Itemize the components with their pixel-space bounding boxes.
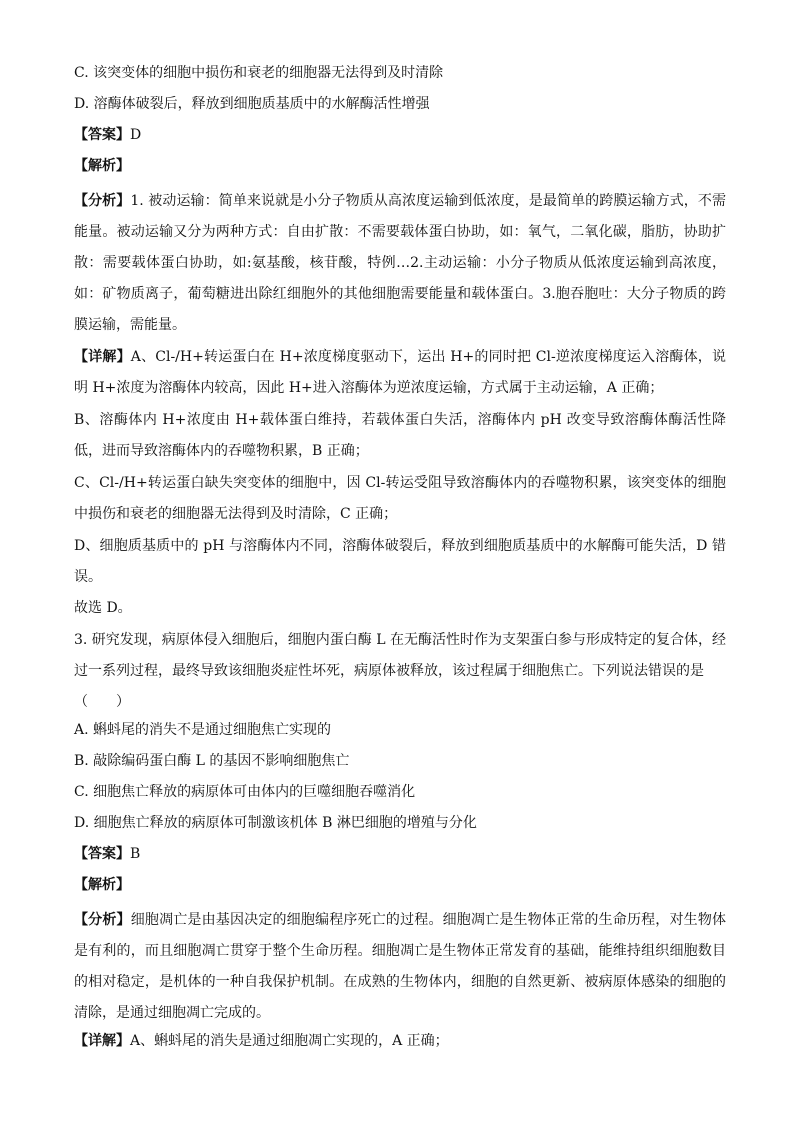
q2-xiangjie-b: B、溶酶体内 H+浓度由 H+载体蛋白维持，若载体蛋白失活，溶酶体内 pH 改变导致溶酶体酶活性降低，进而导致溶酶体内的吞噬物积累，B 正确； bbox=[74, 412, 726, 459]
q3-stem bbox=[74, 625, 726, 718]
document-page bbox=[74, 62, 726, 1061]
answer-value: B bbox=[130, 846, 141, 862]
q3-xiangjie-a bbox=[74, 1030, 726, 1052]
q3-option-d: D. 细胞焦亡释放的病原体可制激该机体 B 淋巴细胞的增殖与分化 bbox=[74, 815, 477, 831]
xiangjie-tag: 【详解】 bbox=[74, 1033, 130, 1049]
analysis-tag: 【解析】 bbox=[74, 158, 130, 174]
q2-analysis-heading bbox=[74, 155, 726, 177]
answer-tag: 【答案】 bbox=[74, 846, 130, 862]
conclusion-text: 故选 D。 bbox=[74, 600, 132, 616]
q3-paren: （ ） bbox=[74, 694, 130, 710]
fenxi-text: 细胞凋亡是由基因决定的细胞编程序死亡的过程。细胞凋亡是生物体正常的生命历程，对生物体是有利的，而且细胞凋亡贯穿于整个生命历程。细胞凋亡是生物体正常发育的基础，能维持组织细胞数目的相对稳定，是机体的一种自我保护机制。在成熟的生物体内，细胞的自然更新、被病原体感染的细胞的清除，是通过细胞凋亡完成的。 bbox=[74, 912, 727, 1021]
q2-xiangjie-a bbox=[74, 342, 726, 404]
fenxi-tag: 【分析】 bbox=[74, 193, 131, 209]
q2-option-c: C. 该突变体的细胞中损伤和衰老的细胞器无法得到及时清除 bbox=[74, 65, 444, 81]
q3-stem-text: 3. 研究发现，病原体侵入细胞后，细胞内蛋白酶 L 在无酶活性时作为支架蛋白参与形成特定的复合体，经过一系列过程，最终导致该细胞炎症性坏死，病原体被释放，该过程属于细胞焦亡。下列说法错误的是 bbox=[74, 632, 727, 679]
q3-answer bbox=[74, 843, 726, 865]
fenxi-tag: 【分析】 bbox=[74, 912, 131, 928]
q2-xiangjie-c: C、Cl-/H+转运蛋白缺失突变体的细胞中，因 Cl-转运受阻导致溶酶体内的吞噬物积累，该突变体的细胞中损伤和衰老的细胞器无法得到及时清除，C 正确； bbox=[74, 475, 726, 522]
q2-fenxi-paragraph bbox=[74, 186, 726, 341]
q3-option-c: C. 细胞焦亡释放的病原体可由体内的巨噬细胞吞噬消化 bbox=[74, 784, 416, 800]
q3-fenxi-paragraph bbox=[74, 905, 726, 1029]
q2-option-d: D. 溶酶体破裂后，释放到细胞质基质中的水解酶活性增强 bbox=[74, 96, 430, 112]
q3-option-a: A. 蝌蚪尾的消失不是通过细胞焦亡实现的 bbox=[74, 722, 332, 738]
xiangjie-tag: 【详解】 bbox=[74, 349, 131, 365]
analysis-tag: 【解析】 bbox=[74, 877, 130, 893]
xiangjie-a-text: A、蝌蚪尾的消失是通过细胞凋亡实现的，A 正确； bbox=[130, 1033, 449, 1049]
answer-value: D bbox=[130, 127, 142, 143]
q2-answer bbox=[74, 124, 726, 146]
xiangjie-a-text: A、Cl-/H+转运蛋白在 H+浓度梯度驱动下，运出 H+的同时把 Cl-逆浓度梯度运入溶酶体，说明 H+浓度为溶酶体内较高，因此 H+进入溶酶体为逆浓度运输，方式属于主动运输，A 正确； bbox=[74, 349, 726, 396]
xiangjie-d-text: D、细胞质基质中的 pH 与溶酶体内不同，溶酶体破裂后，释放到细胞质基质中的水解酶可能失活，D 错误。 bbox=[74, 538, 726, 585]
q2-xiangjie-d bbox=[74, 531, 726, 624]
q3-option-b: B. 敲除编码蛋白酶 L 的基因不影响细胞焦亡 bbox=[74, 753, 350, 769]
q3-analysis-heading bbox=[74, 874, 726, 896]
fenxi-text: 1. 被动运输：简单来说就是小分子物质从高浓度运输到低浓度，是最简单的跨膜运输方式，不需能量。被动运输又分为两种方式：自由扩散：不需要载体蛋白协助，如：氧气，二氧化碳，脂肪，协助扩散：需要载体蛋白协助，如:氨基酸，核苷酸，特例…2.主动运输：小分子物质从低浓度运输到高浓度，如：矿物质离子，葡萄糖进出除红细胞外的其他细胞需要能量和载体蛋白。3.胞吞胞吐：大分子物质的跨膜运输，需能量。 bbox=[74, 193, 726, 333]
answer-tag: 【答案】 bbox=[74, 127, 130, 143]
